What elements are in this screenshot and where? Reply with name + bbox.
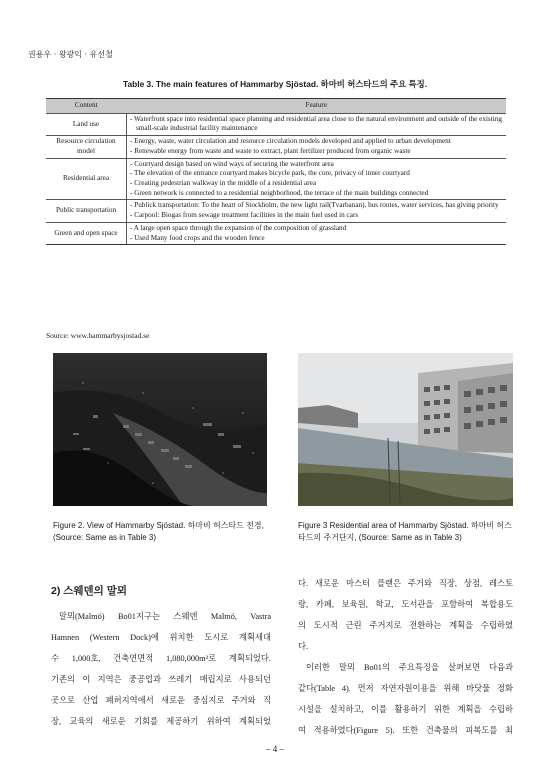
feature-line: - Green network is connected to a residential neighborhood, the terrace of the main buildings connected (130, 188, 429, 197)
body-line: 같다(Table 4). 먼저 자연자원이용을 위해 바닷물 정화 (298, 684, 513, 693)
table-cell-content: Residential area (46, 158, 127, 200)
feature-line: - Waterfront space into residential space planning and residential area close to the natural environment and outside of the existing small-scale industrial facility maintenance (130, 114, 502, 133)
aerial-photo (53, 353, 267, 506)
residential-photo (298, 353, 513, 506)
figure-aerial-view (53, 353, 267, 506)
table-row (46, 136, 506, 158)
body-line: 의 도시적 근린 주거지로 전환하는 계획을 수립하였 (298, 621, 513, 630)
figure-residential-area (298, 353, 513, 506)
body-line: 다. (298, 642, 309, 651)
figure-2-caption: Figure 2. View of Hammarby Sjöstad. 하마비 허스타드 전경, (Source: Same as in Table 3) (53, 521, 264, 542)
feature-line: - A large open space through the expansion of the composition of grassland (130, 223, 347, 232)
table-cell-feature (127, 113, 507, 135)
feature-line: - Energy, waste, water circulation and resource circulation models developed and applied to urban development (130, 137, 451, 146)
table-source: Source: www.hammarbysjostad.se (46, 331, 150, 340)
table-row (46, 222, 506, 244)
body-column-left (51, 606, 271, 732)
body-line: 이러한 말뫼 Bo01의 주요특징을 살펴보면 다음과 (306, 663, 513, 672)
table-cell-feature (127, 200, 507, 222)
body-column-right (298, 573, 513, 741)
section-heading: 2) 스웨덴의 말뫼 (51, 585, 128, 597)
body-line: 시설을 설치하고, 이를 활용하기 위한 계획을 수립하 (298, 705, 513, 714)
table-cell-content: Public transportation (46, 200, 127, 222)
body-line: 수 1,000호, 건축연면적 1,080,000m²로 계획되었다. (51, 654, 271, 663)
figure-3-caption: Figure 3 Residential area of Hammarby Sjöstad. 하마비 허스타드의 주거단지, (Source: Same as in Table 3) (298, 521, 512, 542)
feature-line: - Courtyard design based on wind ways of securing the waterfront area (130, 159, 334, 168)
body-line: 랑, 카페, 보육원, 학교, 도서관을 포함하여 복합용도 (298, 600, 513, 609)
feature-line: - Renewable energy from waste and waste to extract, plant fertilizer produced from organic waste (130, 146, 411, 155)
feature-line: - Carpool: Biogas from sewage treatment facilities in the main fuel used in cars (130, 211, 359, 220)
feature-line: - The elevation of the entrance courtyard makes bicycle park, the core, privacy of inner courtyard (130, 169, 410, 178)
table-header-feature: Feature (127, 99, 507, 114)
table-cell-feature (127, 222, 507, 244)
table-header-content: Content (46, 99, 127, 114)
feature-line: - Publick transportation: To the heart of Stockholm, the new light rail(Tvarbanan), bus routes, water services, has giving priority (130, 201, 499, 210)
table-cell-feature (127, 158, 507, 200)
table-cell-content: Green and open space (46, 222, 127, 244)
running-header-authors: 권용우 · 왕광익 · 유선철 (28, 50, 113, 59)
feature-line: - Used Many food crops and the wooden fence (130, 233, 265, 242)
table-row (46, 200, 506, 222)
table-cell-content: Resource circulation model (46, 136, 127, 158)
body-line: 말뫼(Malmö) Bo01지구는 스웨덴 Malmö, Vastra (59, 612, 271, 621)
feature-line: - Creating pedestrian walkway in the middle of a residential area (130, 179, 317, 188)
table-cell-content: Land use (46, 113, 127, 135)
body-line: 여 적용하였다(Figure 5). 또한 건축물의 피복도를 최 (298, 726, 513, 735)
body-line: 기존의 이 지역은 중공업과 쓰레기 매립지로 사용되던 (51, 675, 271, 684)
body-line: 다. 새로운 마스터 플랜은 주거와 직장, 상점, 레스토 (298, 579, 513, 588)
table-header-row (46, 99, 506, 114)
features-table (46, 98, 506, 245)
table-row (46, 158, 506, 200)
page-number: – 4 – (266, 744, 284, 754)
body-line: 곳으로 산업 폐허지역에서 새로운 중심지로 주거와 직 (51, 696, 271, 705)
table-row (46, 113, 506, 135)
table-caption: Table 3. The main features of Hammarby Sjöstad. 하마비 허스타드의 주요 특징. (122, 79, 428, 89)
table-cell-feature (127, 136, 507, 158)
body-line: Hamnen (Western Dock)에 위치한 도시로 계획세대 (51, 633, 271, 642)
body-line: 장, 교육의 새로운 기회를 제공하기 위하여 계획되었 (51, 717, 271, 726)
